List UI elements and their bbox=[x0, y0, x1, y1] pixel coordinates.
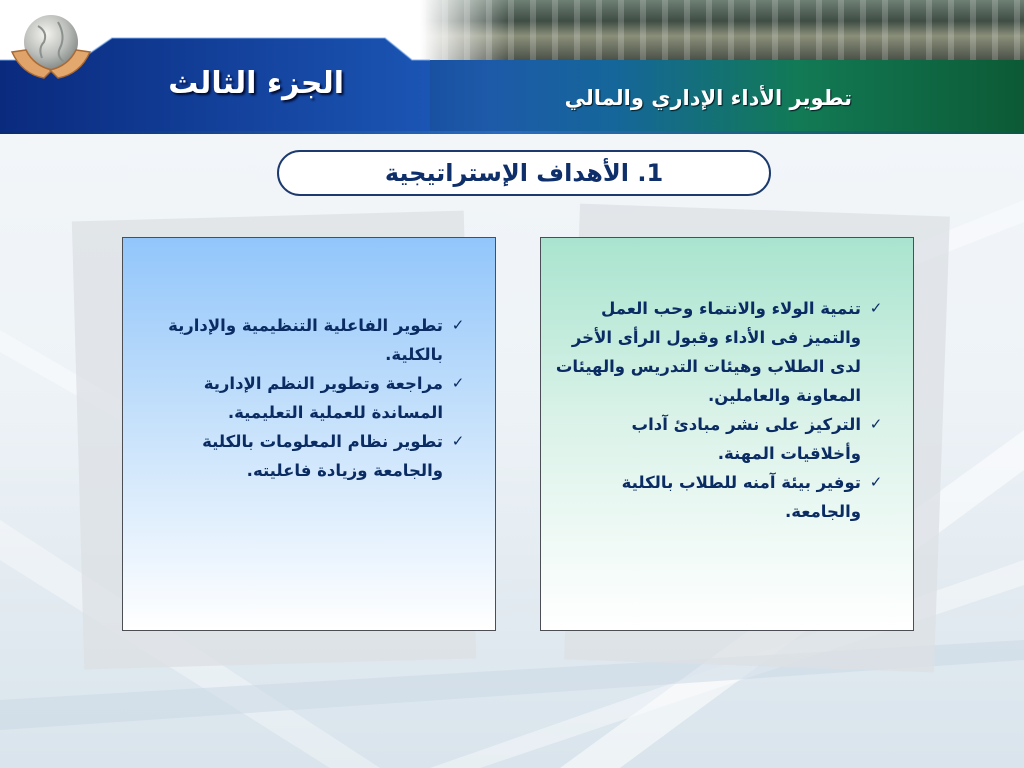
list-item bbox=[551, 410, 883, 468]
check-mark-icon: ✓ bbox=[869, 415, 883, 433]
goal-text: تطوير نظام المعلومات بالكلية والجامعة وزيادة فاعليته. bbox=[202, 432, 443, 480]
check-mark-icon: ✓ bbox=[451, 432, 465, 450]
list-item bbox=[551, 294, 883, 410]
check-mark-icon: ✓ bbox=[869, 299, 883, 317]
goal-text: تطوير الفاعلية التنظيمية والإدارية بالكلية. bbox=[168, 316, 443, 364]
conference-hall-photo bbox=[420, 0, 1024, 60]
list-item bbox=[551, 468, 883, 526]
check-mark-icon: ✓ bbox=[451, 374, 465, 392]
check-mark-icon: ✓ bbox=[451, 316, 465, 334]
right-goals-card bbox=[540, 237, 914, 631]
check-mark-icon: ✓ bbox=[869, 473, 883, 491]
photo-fade bbox=[420, 0, 510, 60]
goals-heading: 1. الأهداف الإستراتيجية bbox=[384, 159, 664, 187]
goal-text: توفير بيئة آمنه للطلاب بالكلية والجامعة. bbox=[621, 473, 861, 521]
goal-text: مراجعة وتطوير النظم الإدارية المساندة للعملية التعليمية. bbox=[203, 374, 443, 422]
part-title: الجزء الثالث bbox=[168, 66, 344, 101]
list-item bbox=[153, 427, 465, 485]
list-item bbox=[153, 311, 465, 369]
goal-text: تنمية الولاء والانتماء وحب العمل والتميز فى الأداء وقبول الرأى الأخر لدى الطلاب وهيئات التدريس والهيئات المعاونة والعاملين. bbox=[555, 299, 861, 405]
globe-in-hands-icon bbox=[8, 8, 94, 86]
left-goals-card bbox=[122, 237, 496, 631]
right-goals-list bbox=[551, 294, 883, 526]
left-goals-list bbox=[153, 311, 465, 485]
goal-text: التركيز على نشر مبادئ آداب وأخلاقيات المهنة. bbox=[631, 415, 861, 463]
goals-heading-box bbox=[277, 150, 771, 196]
slide-header bbox=[0, 0, 1024, 132]
section-subtitle: تطوير الأداء الإداري والمالي bbox=[564, 86, 852, 110]
list-item bbox=[153, 369, 465, 427]
header-divider bbox=[0, 131, 1024, 134]
